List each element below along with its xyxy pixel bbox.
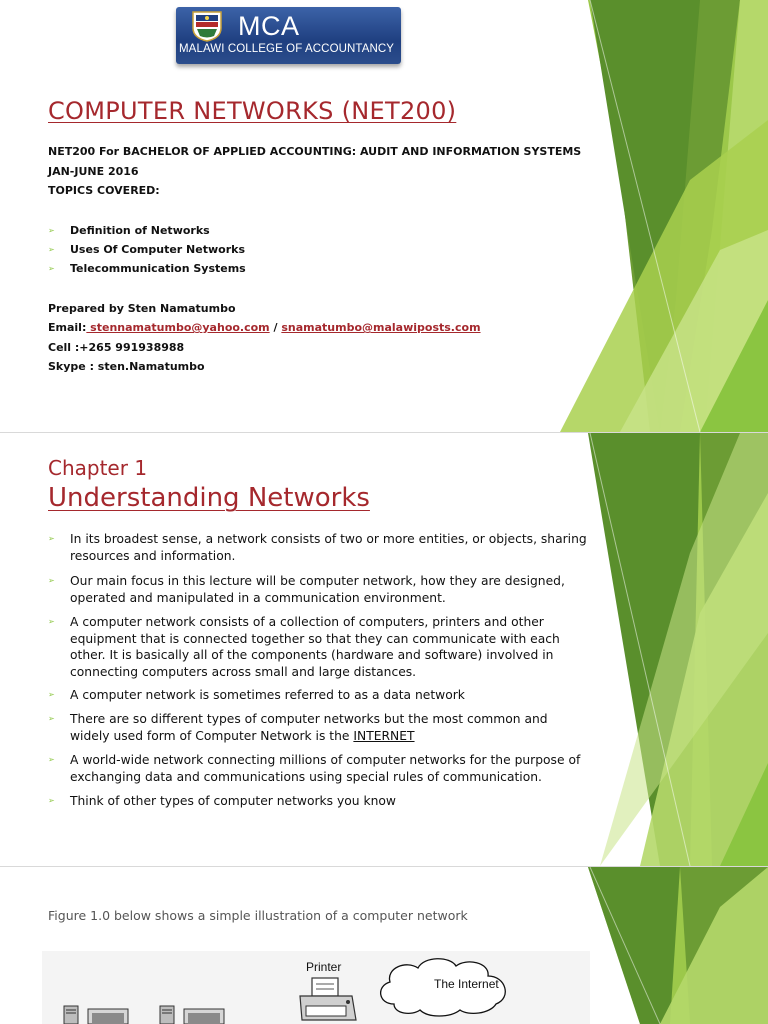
topics-heading: TOPICS COVERED:: [48, 184, 160, 197]
chapter-label: Chapter 1: [48, 456, 148, 480]
term: JAN-JUNE 2016: [48, 165, 139, 178]
bullet-item: ➢ Our main focus in this lecture will be computer network, how they are designed, operated and manipulated in a communication environment.: [48, 574, 565, 605]
bullet-arrow-icon: ➢: [48, 264, 55, 273]
cell-number: Cell :+265 991938988: [48, 341, 185, 354]
bullet-item: ➢ A computer network is sometimes referred to as a data network: [48, 688, 465, 702]
slide-network-figure: [0, 867, 768, 1024]
bullet-item: ➢ In its broadest sense, a network consists of two or more entities, or objects, sharing resources and information.: [48, 532, 587, 563]
slide-understanding-networks: [0, 433, 768, 866]
bullet-arrow-icon: ➢: [48, 796, 55, 805]
internet-cloud-label: The Internet: [434, 977, 499, 991]
skype-id: Skype : sten.Namatumbo: [48, 360, 205, 373]
bullet-arrow-icon: ➢: [48, 226, 55, 235]
email-line: Email: stennamatumbo@yahoo.com / snamatumbo@malawiposts.com: [48, 321, 481, 334]
computer-icon: [62, 1003, 132, 1024]
bullet-item: ➢ A computer network consists of a collection of computers, printers and other equipment that is connected together so that they can communicate with each other. It is basically all of the components (hardware and software) involved in connecting computers across small and large distances.: [48, 615, 560, 679]
logo-title: MCA: [238, 11, 300, 41]
bullet-arrow-icon: ➢: [48, 534, 55, 543]
slide-title-text: COMPUTER NETWORKS (NET200): [48, 97, 457, 125]
slide-title-text: Understanding Networks: [48, 483, 370, 513]
printer-label: Printer: [306, 960, 342, 974]
bullet-item: ➢ There are so different types of computer networks but the most common and widely used form of Computer Network is the INTERNET: [48, 712, 548, 743]
printer-icon: [298, 976, 360, 1024]
bullet-arrow-icon: ➢: [48, 245, 55, 254]
figure-caption: Figure 1.0 below shows a simple illustration of a computer network: [48, 908, 468, 923]
bullet-arrow-icon: ➢: [48, 714, 55, 723]
figure-area: [42, 951, 590, 1024]
topic-item: ➢ Uses Of Computer Networks: [48, 243, 245, 256]
computer-icon: [158, 1003, 228, 1024]
bullet-arrow-icon: ➢: [48, 690, 55, 699]
email-link-yahoo[interactable]: stennamatumbo@yahoo.com: [86, 321, 270, 334]
bullet-arrow-icon: ➢: [48, 755, 55, 764]
mca-logo: [176, 7, 401, 64]
bullet-arrow-icon: ➢: [48, 617, 55, 626]
bullet-item: ➢ Think of other types of computer networks you know: [48, 794, 396, 808]
prepared-by: Prepared by Sten Namatumbo: [48, 302, 236, 315]
internet-keyword: INTERNET: [353, 728, 415, 743]
course-line: NET200 For BACHELOR OF APPLIED ACCOUNTING: AUDIT AND INFORMATION SYSTEMS: [48, 145, 582, 158]
logo-subtitle: MALAWI COLLEGE OF ACCOUNTANCY: [179, 43, 395, 55]
topic-item: ➢ Telecommunication Systems: [48, 262, 246, 275]
crest-icon: [190, 10, 224, 42]
bullet-arrow-icon: ➢: [48, 576, 55, 585]
email-link-malawiposts[interactable]: snamatumbo@malawiposts.com: [281, 321, 481, 334]
slide-title: [0, 0, 768, 432]
bullet-item: ➢ A world-wide network connecting millions of computer networks for the purpose of exchanging data and communications using special rules of communication.: [48, 753, 581, 784]
topic-item: ➢ Definition of Networks: [48, 224, 210, 237]
